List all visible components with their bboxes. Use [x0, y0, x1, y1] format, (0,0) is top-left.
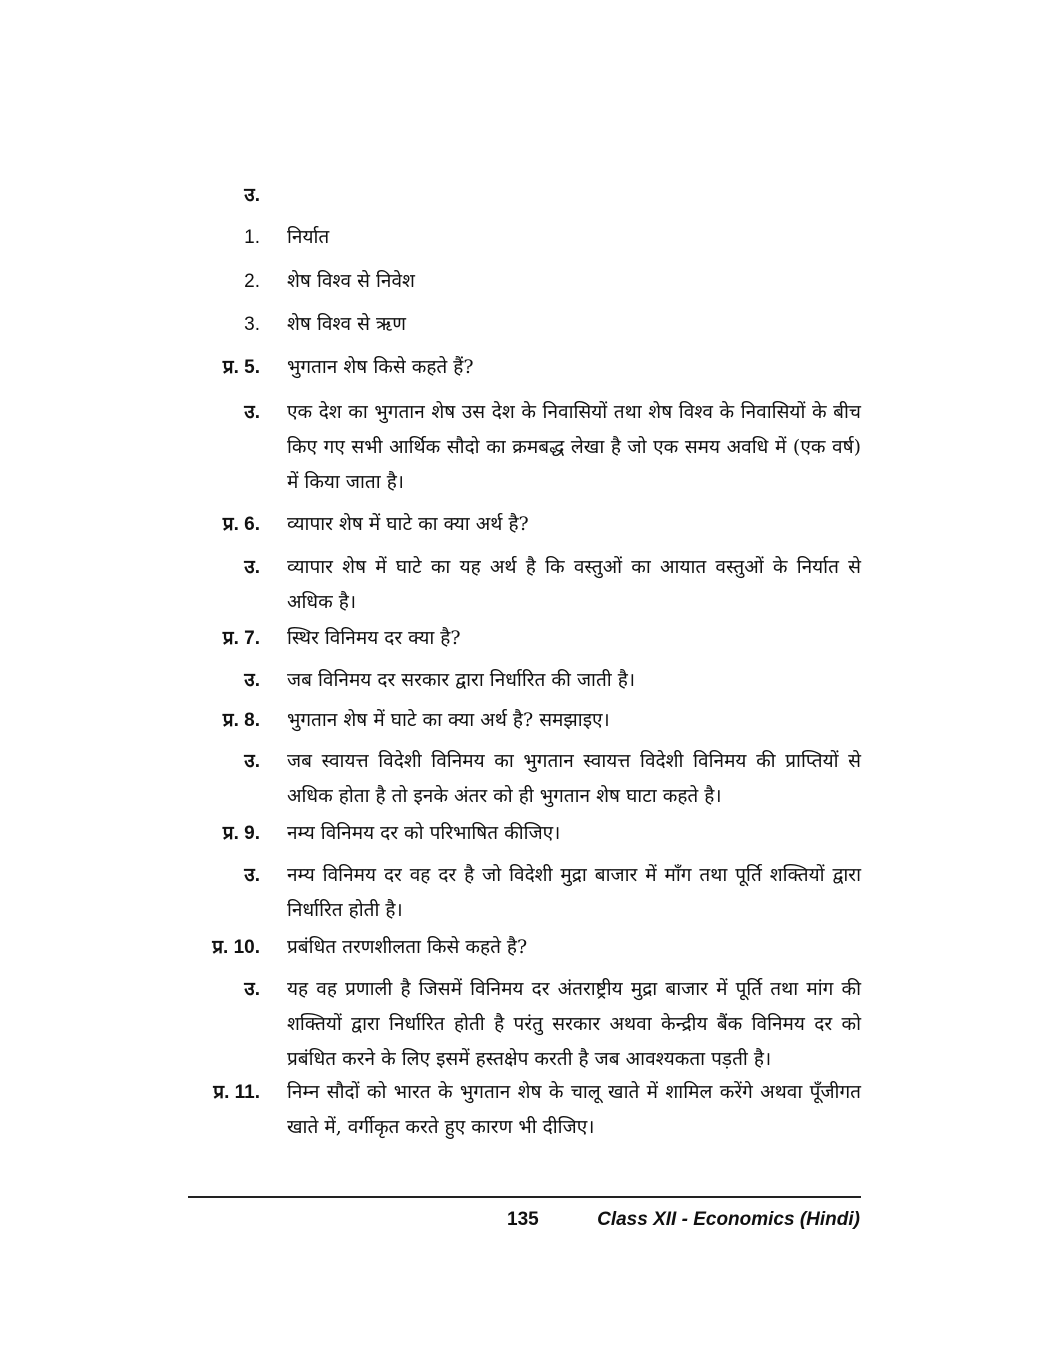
question-text: भुगतान शेष में घाटे का क्या अर्थ है? समझाइए।: [287, 709, 610, 731]
answer-label: उ.: [244, 185, 260, 206]
question-label: प्र. 6.: [222, 514, 260, 535]
list-item-number: 3.: [244, 314, 260, 335]
answer-label: उ.: [244, 670, 260, 691]
question-label: प्र. 7.: [222, 628, 260, 649]
question-text: स्थिर विनिमय दर क्या है?: [287, 627, 461, 649]
question-text: व्यापार शेष में घाटे का क्या अर्थ है?: [287, 513, 529, 535]
question-text: प्रबंधित तरणशीलता किसे कहते है?: [287, 936, 528, 958]
answer-label: उ.: [244, 751, 260, 772]
answer-text: जब स्वायत्त विदेशी विनिमय का भुगतान स्वायत्त विदेशी विनिमय की प्राप्तियों से अधिक होता है तो इनके अंतर को ही भुगतान शेष घाटा कहते है।: [287, 750, 861, 807]
question-text: भुगतान शेष किसे कहते हैं?: [287, 356, 474, 378]
answer-label: उ.: [244, 979, 260, 1000]
question-label: प्र. 10.: [212, 937, 260, 958]
question-label: प्र. 11.: [213, 1082, 260, 1103]
answer-text: एक देश का भुगतान शेष उस देश के निवासियों तथा शेष विश्व के निवासियों के बीच किए गए सभी आर्थिक सौदो का क्रमबद्ध लेखा है जो एक समय अवधि में (एक वर्ष) में किया जाता है।: [287, 401, 861, 493]
question-text: निम्न सौदों को भारत के भुगतान शेष के चालू खाते में शामिल करेंगे अथवा पूँजीगत खाते में, वर्गीकृत करते हुए कारण भी दीजिए।: [287, 1081, 861, 1138]
page-number: 135: [507, 1209, 539, 1230]
question-label: प्र. 9.: [222, 823, 260, 844]
list-item-text: शेष विश्व से निवेश: [287, 270, 415, 292]
answer-label: उ.: [244, 402, 260, 423]
list-item-text: निर्यात: [287, 226, 330, 248]
list-item-number: 1.: [244, 227, 260, 248]
list-item-number: 2.: [244, 271, 260, 292]
question-label: प्र. 8.: [222, 710, 260, 731]
footer-title: Class XII - Economics (Hindi): [597, 1209, 860, 1230]
list-item-text: शेष विश्व से ऋण: [287, 313, 406, 335]
answer-text: नम्य विनिमय दर वह दर है जो विदेशी मुद्रा बाजार में माँग तथा पूर्ति शक्तियों द्वारा निर्धारित होती है।: [287, 864, 861, 921]
footer-divider: [188, 1196, 861, 1198]
answer-text: जब विनिमय दर सरकार द्वारा निर्धारित की जाती है।: [287, 669, 636, 691]
answer-label: उ.: [244, 557, 260, 578]
answer-label: उ.: [244, 865, 260, 886]
question-label: प्र. 5.: [222, 357, 260, 378]
answer-text: यह वह प्रणाली है जिसमें विनिमय दर अंतराष्ट्रीय मुद्रा बाजार में पूर्ति तथा मांग की शक्तियों द्वारा निर्धारित होती है परंतु सरकार अथवा केन्द्रीय बैंक विनिमय दर को प्रबंधित करने के लिए इसमें हस्तक्षेप करती है जब आवश्यकता पड़ती है।: [287, 978, 861, 1070]
question-text: नम्य विनिमय दर को परिभाषित कीजिए।: [287, 822, 561, 844]
answer-text: व्यापार शेष में घाटे का यह अर्थ है कि वस्तुओं का आयात वस्तुओं के निर्यात से अधिक है।: [287, 556, 861, 613]
